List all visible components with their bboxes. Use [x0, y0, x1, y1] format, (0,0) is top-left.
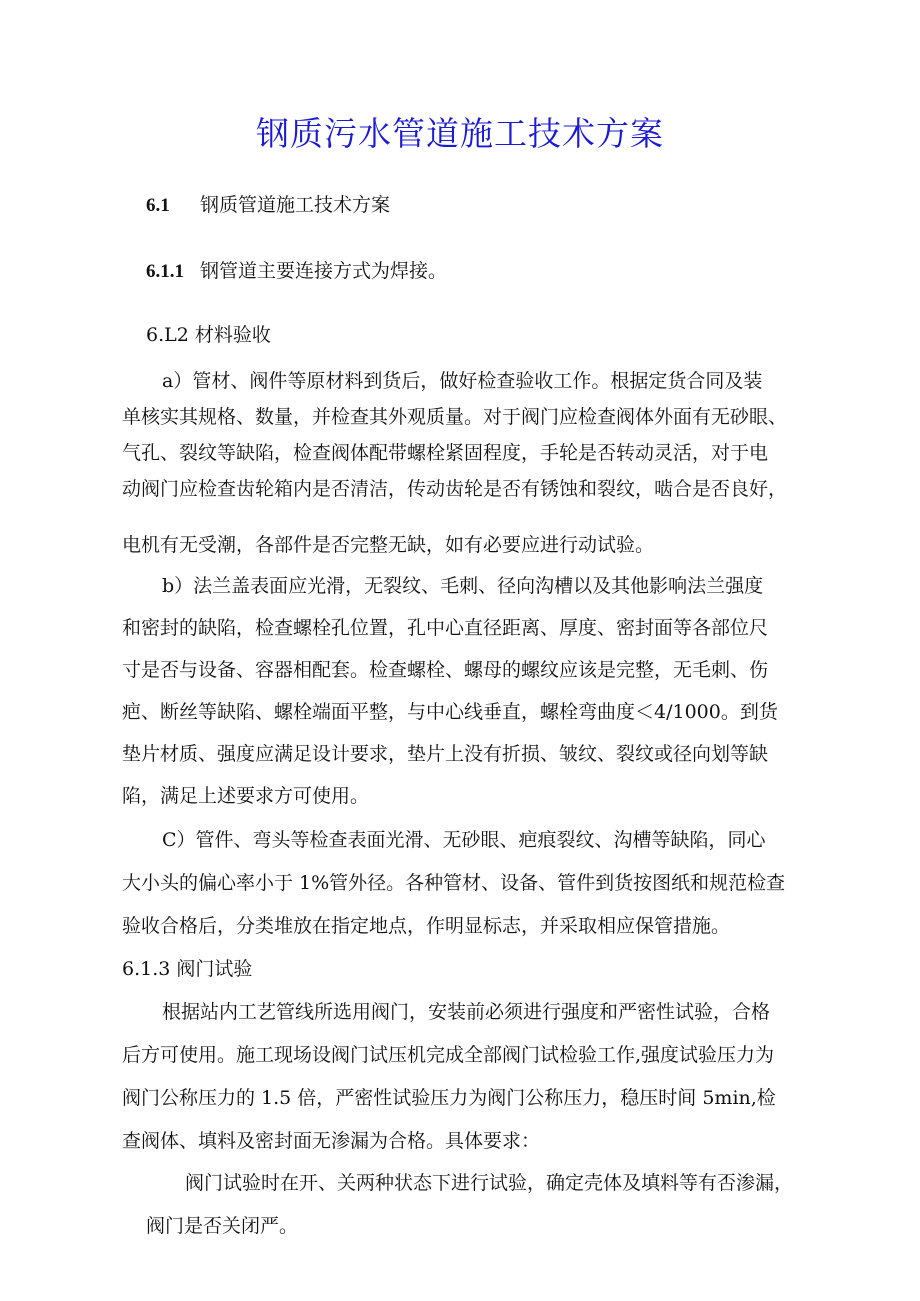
paragraph-c-line: C）管件、弯头等检查表面光滑、无砂眼、疤痕裂纹、沟槽等缺陷，同心: [162, 829, 766, 851]
paragraph-b-line: 和密封的缺陷，检查螺栓孔位置，孔中心直径距离、厚度、密封面等各部位尺: [122, 617, 769, 639]
paragraph-c-line: 验收合格后，分类堆放在指定地点，作明显标志，并采取相应保管措施。: [122, 915, 731, 937]
paragraph-b-line: b）法兰盖表面应光滑，无裂纹、毛刺、径向沟槽以及其他影响法兰强度: [162, 575, 764, 597]
paragraph-d-line: 后方可使用。施工现场设阀门试压机完成全部阀门试检验工作,强度试验压力为: [122, 1044, 775, 1066]
paragraph-d-line: 根据站内工艺管线所选用阀门，安装前必须进行强度和严密性试验，合格: [162, 1001, 771, 1023]
paragraph-c-line: 大小头的偏心率小于 1%管外径。各种管材、设备、管件到货按图纸和规范检查: [122, 872, 786, 894]
paragraph-b-line: 寸是否与设备、容器相配套。检查螺栓、螺母的螺纹应该是完整，无毛刺、伤: [122, 659, 769, 681]
paragraph-e-line: 阀门是否关闭严。: [146, 1215, 299, 1237]
paragraph-d-line: 查阀体、填料及密封面无渗漏为合格。具体要求：: [122, 1130, 541, 1152]
paragraph-a-line: 单核实其规格、数量，并检查其外观质量。对于阀门应检查阀体外面有无砂眼、: [122, 406, 788, 428]
section-6-1-1-heading: [146, 258, 447, 285]
section-text: 钢管道主要连接方式为焊接。: [200, 260, 448, 282]
paragraph-b-line: 陷，满足上述要求方可使用。: [122, 785, 370, 807]
paragraph-e-line: 阀门试验时在开、关两种状态下进行试验，确定壳体及填料等有否渗漏，: [185, 1172, 794, 1194]
section-title: 钢质管道施工技术方案: [200, 194, 391, 216]
paragraph-d-line: 阀门公称压力的 1.5 倍，严密性试验压力为阀门公称压力，稳压时间 5min,检: [122, 1087, 776, 1109]
document-title: 钢质污水管道施工技术方案: [256, 114, 664, 153]
section-number: 6.1.1: [146, 261, 184, 282]
section-6-1-3-heading: 6.1.3 阀门试验: [122, 958, 253, 980]
section-6-1-2-heading: 6.L2 材料验收: [146, 324, 271, 346]
paragraph-b-line: 垫片材质、强度应满足设计要求，垫片上没有折损、皱纹、裂纹或径向划等缺: [122, 743, 769, 765]
section-6-1-heading: [146, 192, 390, 219]
section-number: 6.1: [146, 195, 170, 216]
paragraph-a-line: a）管材、阀件等原材料到货后，做好检查验收工作。根据定货合同及装: [162, 370, 763, 392]
paragraph-a-line: 电机有无受潮，各部件是否完整无缺，如有必要应进行动试验。: [122, 534, 655, 556]
paragraph-a-line: 动阀门应检查齿轮箱内是否清洁，传动齿轮是否有锈蚀和裂纹，啮合是否良好，: [122, 478, 788, 500]
paragraph-a-line: 气孔、裂纹等缺陷，检查阀体配带螺栓紧固程度，手轮是否转动灵活，对于电: [122, 442, 769, 464]
paragraph-b-line: 疤、断丝等缺陷、螺栓端面平整，与中心线垂直，螺栓弯曲度＜4/1000。到货: [122, 701, 778, 723]
